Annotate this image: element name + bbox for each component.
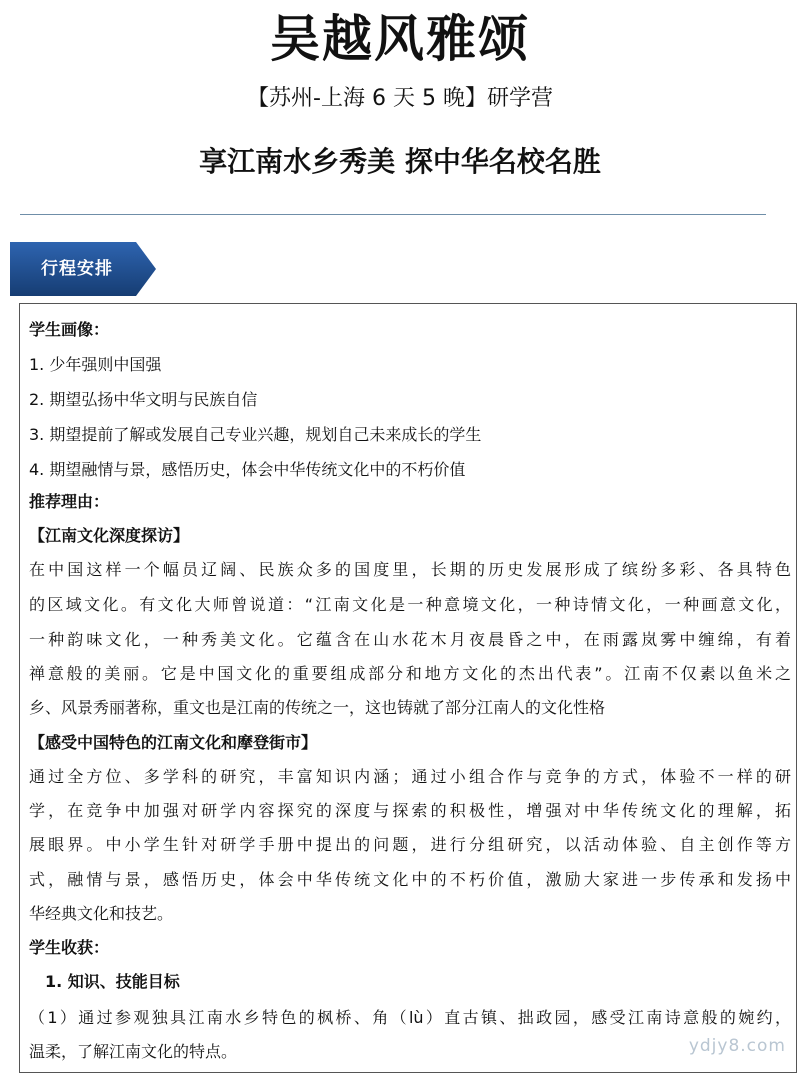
student-profile-item: 2. 期望弘扬中华文明与民族自信 — [29, 390, 258, 409]
page-slogan: 享江南水乡秀美 探中华名校名胜 — [199, 145, 601, 178]
reason1-paragraph-line: 在中国这样一个幅员辽阔、民族众多的国度里，长期的历史发展形成了缤纷多彩、各具特色 — [29, 560, 791, 579]
reason1-paragraph-line: 的区域文化。有文化大师曾说道：“江南文化是一种意境文化，一种诗情文化，一种画意文化， — [29, 595, 791, 614]
reason2-paragraph-line: 通过全方位、多学科的研究，丰富知识内涵；通过小组合作与竞争的方式，体验不一样的研 — [29, 767, 791, 786]
gains-paragraph-line: 温柔，了解江南文化的特点。 — [29, 1042, 238, 1061]
section-tag — [10, 240, 160, 298]
reason2-paragraph-line: 学，在竞争中加强对研学内容探究的深度与探索的积极性，增强对中华传统文化的理解，拓 — [29, 801, 791, 820]
section-tag-label: 行程安排 — [41, 259, 113, 279]
reason2-paragraph-line: 展眼界。中小学生针对研学手册中提出的问题，进行分组研究，以活动体验、自主创作等方 — [29, 835, 791, 854]
student-profile-item: 1. 少年强则中国强 — [29, 355, 162, 374]
reason1-paragraph-line: 乡、风景秀丽著称，重文也是江南的传统之一，这也铸就了部分江南人的文化性格 — [29, 698, 606, 717]
reason1-paragraph-line: 禅意般的美丽。它是中国文化的重要组成部分和地方文化的杰出代表”。江南不仅素以鱼米之 — [29, 664, 791, 683]
gains-paragraph-line: （1）通过参观独具江南水乡特色的枫桥、角（lù）直古镇、拙政园，感受江南诗意般的婉约， — [29, 1008, 791, 1027]
student-profile-item: 4. 期望融情与景，感悟历史，体会中华传统文化中的不朽价值 — [29, 460, 466, 479]
student-profile-heading: 学生画像： — [29, 320, 110, 339]
content-box — [19, 303, 797, 1073]
gains-heading: 学生收获： — [29, 938, 110, 957]
header-divider — [20, 214, 766, 215]
reason1-heading: 【江南文化深度探访】 — [29, 526, 190, 545]
reason2-paragraph-line: 式，融情与景，感悟历史，体会中华传统文化中的不朽价值，激励大家进一步传承和发扬中 — [29, 870, 791, 889]
student-profile-item: 3. 期望提前了解或发展自己专业兴趣，规划自己未来成长的学生 — [29, 425, 482, 444]
page-title: 吴越风雅颂 — [270, 10, 530, 68]
page-subtitle: 【苏州-上海 6 天 5 晚】研学营 — [247, 86, 553, 111]
reason2-paragraph-line: 华经典文化和技艺。 — [29, 904, 174, 923]
reason2-heading: 【感受中国特色的江南文化和摩登街市】 — [29, 733, 318, 752]
reason1-paragraph-line: 一种韵味文化，一种秀美文化。它蕴含在山水花木月夜晨昏之中，在雨露岚雾中缠绵，有着 — [29, 630, 791, 649]
watermark: ydjy8.com — [688, 1036, 786, 1056]
gains-item-heading: 1. 知识、技能目标 — [45, 972, 180, 991]
reasons-heading: 推荐理由： — [29, 492, 110, 511]
